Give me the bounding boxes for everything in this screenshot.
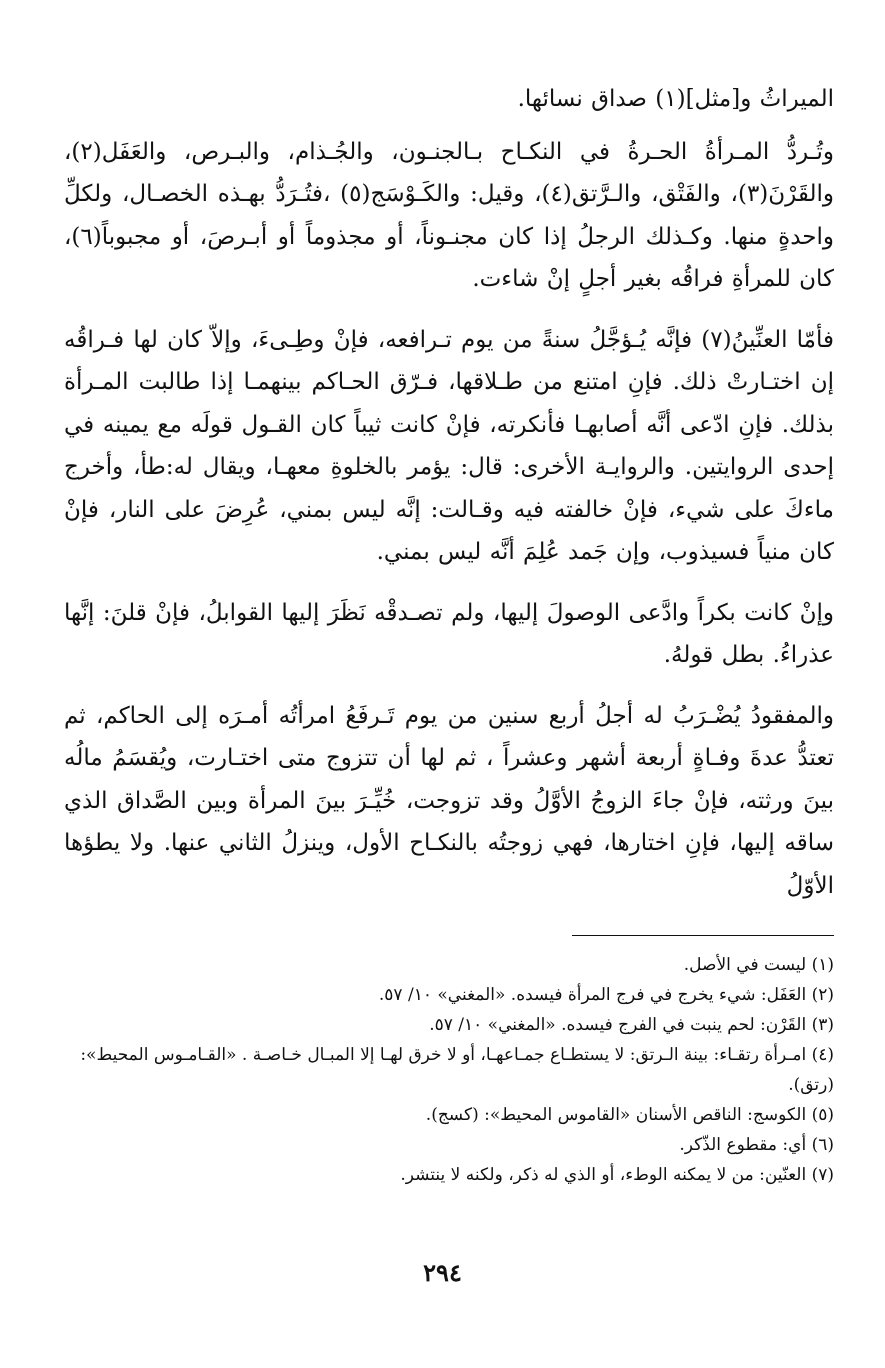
footnote-6: (٦) أي: مقطوع الذّكر.: [679, 1135, 834, 1155]
footnote-5: (٥) الكوسج: الناقص الأسنان «القاموس المحيط»: (كسج).: [425, 1105, 834, 1125]
paragraph-4: وإنْ كانت بكراً وادَّعى الوصولَ إليها، ولم تصـدقْه نَظَرَ إليها القوابلُ، فإنْ قلنَ: إنَّها عذراءُ. بطل قولهُ.: [64, 599, 834, 668]
paragraph-5: والمفقودُ يُضْـرَبُ له أجلُ أربع سنين من يوم تَـرفَعُ امرأتُه أمـرَه إلى الحاكم، ثم تعتدُّ عدةَ وفـاةٍ أربعة أشهر وعشراً ، ثم لها أن تتزوج متى اختـارت، ويُقسَمُ مالُه بينَ ورثته، فإنْ جاءَ الزوجُ الأوَّلُ وقد تزوجت، خُيِّـرَ بينَ المرأة وبين الصَّداق الذي ساقه إليها، فإنِ اختارها، فهي زوجتُه بالنكـاح الأول، وينزلُ الثاني عنها. ولا يطؤها الأوّلُ: [64, 702, 834, 899]
main-text: [64, 78, 834, 925]
paragraph-2: وتُـردُّ المـرأةُ الحـرةُ في النكـاح بـالجنـون، والجُـذام، والبـرص، والعَفَل(٢)، والقَرْنَ(٣)، والفَتْق، والـرَّتق(٤)، وقيل: والكَـوْسَج(٥) ،فتُـرَدُّ بهـذه الخصـال، ولكلِّ واحدةٍ منها. وكـذلك الرجلُ إذا كان مجنـوناً، أو مجذوماً أو أبـرصَ، أو مجبوباً(٦)، كان للمرأةِ فراقُه بغير أجلٍ إنْ شاءت.: [64, 138, 834, 292]
page-number: ٢٩٤: [423, 1258, 462, 1287]
footnotes: [64, 950, 834, 1190]
footnote-separator: [572, 935, 834, 936]
footnote-3: (٣) القَرْن: لحم ينبت في الفرج فيسده. «المغني» ١٠/ ٥٧.: [429, 1015, 834, 1035]
paragraph-1: الميراثُ و[مثل](١) صداق نسائها.: [517, 86, 834, 112]
footnote-2: (٢) العَفَل: شيء يخرج في فرج المرأة فيسده. «المغني» ١٠/ ٥٧.: [378, 985, 834, 1005]
footnote-7: (٧) العنّين: من لا يمكنه الوطء، أو الذي له ذكر، ولكنه لا ينتشر.: [400, 1165, 834, 1185]
footnote-1: (١) ليست في الأصل.: [683, 955, 834, 975]
footnote-4: (٤) امـرأة رتقـاء: بينة الـرتق: لا يستطـاع جمـاعهـا، أو لا خرق لهـا إلا المبـال خـاصـة . «القـامـوس المحيط»: (رتق).: [80, 1045, 834, 1095]
paragraph-3: فأمّا العنِّينُ(٧) فإنَّه يُـؤجَّلُ سنةً من يوم تـرافعه، فإنْ وطِـىءَ، وإلاّ كان لها فـراقُه إن اختـارتْ ذلك. فإنِ امتنع من طـلاقها، فـرّق الحـاكم بينهمـا إذا طالبت المـرأة بذلك. فإنِ ادّعى أنَّه أصابهـا فأنكرته، فإنْ كانت ثيباً كان القـول قولَه مع يمينه في إحدى الروايتين. والروايـة الأخرى: قال: يؤمر بالخلوةِ معهـا، ويقال له:طأ، وأخرج ماءكَ على شيء، فإنْ خالفته فيه وقـالت: إنَّه ليس بمني، عُرِضَ على النار، فإنْ كان منياً فسيذوب، وإن جَمد عُلِمَ أنَّه ليس بمني.: [64, 326, 834, 565]
